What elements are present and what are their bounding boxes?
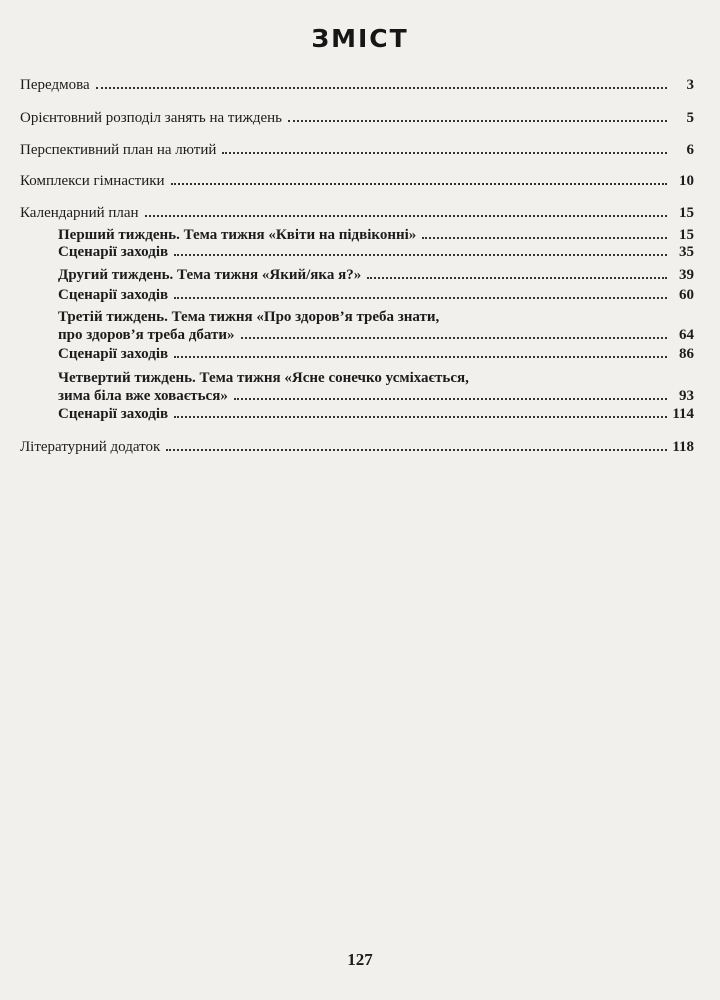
dot-leader	[96, 86, 667, 89]
toc-entry-page: 10	[679, 173, 694, 189]
toc-entry-page: 6	[686, 142, 694, 158]
toc-entry-page: 93	[679, 388, 694, 404]
toc-subentry	[58, 326, 694, 344]
toc-entry-text: Сценарії заходів	[58, 406, 169, 422]
dot-leader	[171, 182, 667, 185]
toc-entry-page: 3	[686, 77, 694, 93]
toc-subentry	[58, 405, 694, 423]
toc-entry-text: Комплекси гімнастики	[20, 173, 165, 189]
toc-entry	[20, 141, 694, 159]
toc-entry-text: Перспективний план на лютий	[20, 142, 217, 158]
dot-leader	[367, 276, 667, 279]
dot-leader	[174, 355, 667, 358]
toc-entry-page: 86	[679, 346, 694, 362]
toc-entry-page: 35	[679, 244, 694, 260]
dot-leader	[145, 214, 667, 217]
toc-entry-page: 64	[679, 327, 694, 343]
toc-entry	[20, 204, 694, 222]
toc-entry-text: Сценарії заходів	[58, 287, 169, 303]
page-number: 127	[347, 950, 373, 969]
toc-entry	[20, 438, 694, 456]
dot-leader	[288, 119, 667, 122]
toc-entry-page: 39	[679, 267, 694, 283]
toc-entry-page: 60	[679, 287, 694, 303]
dot-leader	[174, 296, 667, 299]
toc-subentry	[58, 286, 694, 304]
dot-leader	[166, 448, 667, 451]
toc-entry-text: Календарний план	[20, 205, 139, 221]
toc-entry-page: 15	[679, 205, 694, 221]
toc-entry	[20, 109, 694, 127]
toc-entry-first-line: Четвертий тиждень. Тема тижня «Ясне сонечко усміхається,	[58, 370, 469, 386]
toc-entry-text: Літературний додаток	[20, 439, 161, 455]
toc-subentry	[58, 387, 694, 405]
toc-entry-page: 118	[672, 439, 694, 455]
dot-leader	[241, 336, 667, 339]
toc-entry	[20, 76, 694, 94]
toc-subentry	[58, 345, 694, 363]
toc-entry-page: 114	[672, 406, 694, 422]
toc-subentry	[58, 243, 694, 261]
toc-entry-text: Сценарії заходів	[58, 346, 169, 362]
dot-leader	[174, 415, 667, 418]
toc-entry-text: Другий тиждень. Тема тижня «Який/яка я?»	[58, 267, 362, 283]
dot-leader	[174, 253, 667, 256]
toc-entry	[20, 172, 694, 190]
toc-entry-text: про здоров’я треба дбати»	[58, 327, 235, 343]
page-title: ЗМІСТ	[311, 24, 409, 53]
toc-subentry	[58, 266, 694, 284]
toc-entry-text: Передмова	[20, 77, 90, 93]
toc-entry-first-line: Третій тиждень. Тема тижня «Про здоров’я треба знати,	[58, 309, 440, 325]
toc-entry-text: Сценарії заходів	[58, 244, 169, 260]
toc-entry-text: зима біла вже ховається»	[58, 388, 228, 404]
toc-entry-page: 15	[679, 227, 694, 243]
toc-entry-page: 5	[686, 110, 694, 126]
dot-leader	[422, 236, 667, 239]
toc-entry-text: Перший тиждень. Тема тижня «Квіти на підвіконні»	[58, 227, 417, 243]
dot-leader	[222, 151, 667, 154]
toc-entry-text: Орієнтовний розподіл занять на тиждень	[20, 110, 282, 126]
dot-leader	[234, 397, 667, 400]
toc-subentry	[58, 226, 694, 244]
